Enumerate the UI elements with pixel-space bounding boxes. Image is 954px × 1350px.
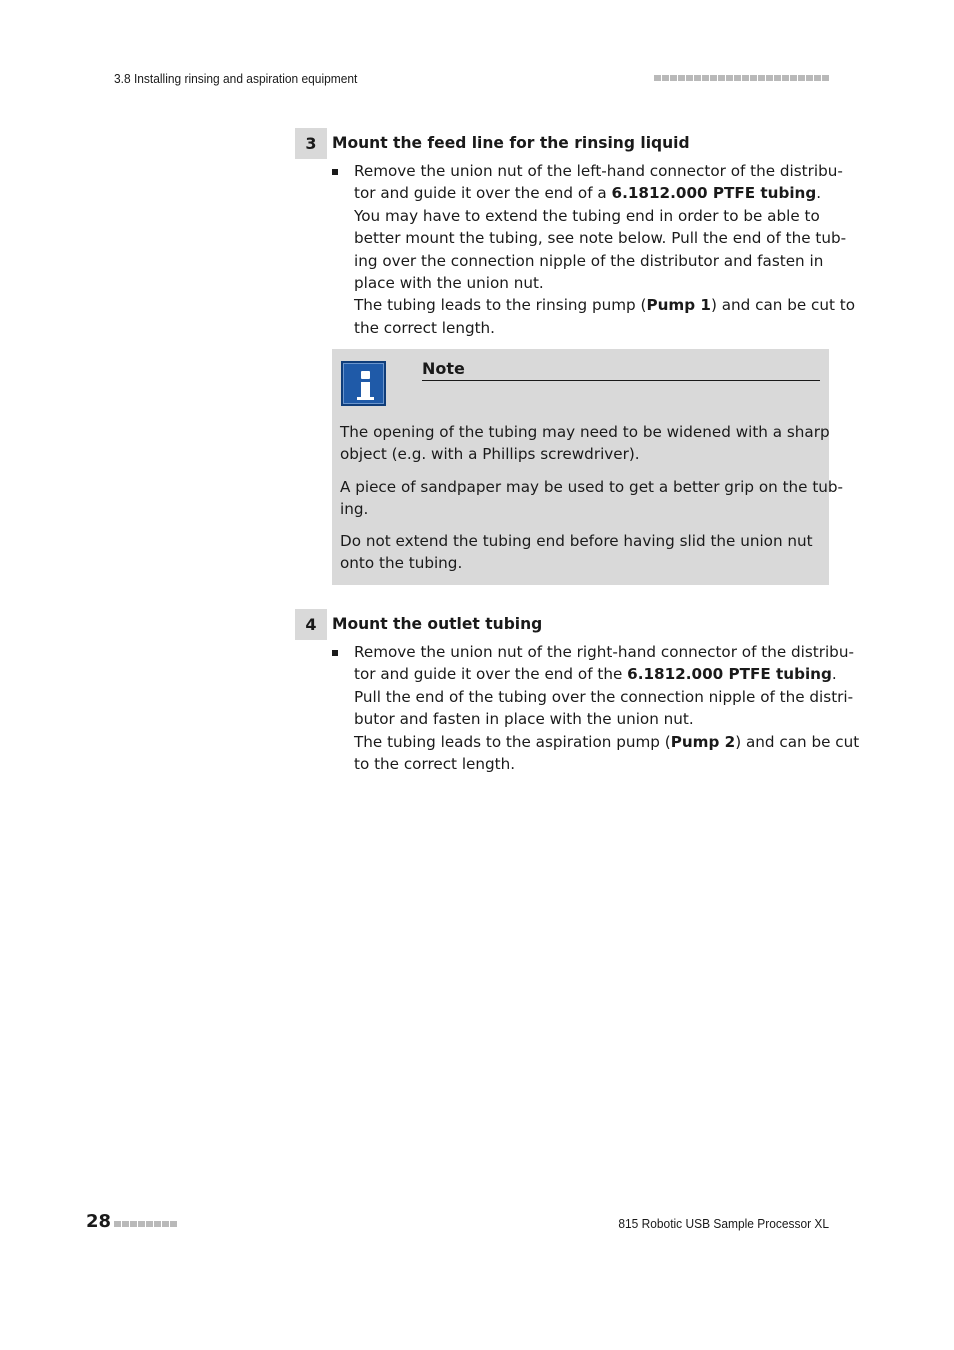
text-line: ing over the connection nipple of the distributor and fasten in — [354, 251, 824, 270]
dash-mark — [774, 75, 781, 81]
text-line: better mount the tubing, see note below. Pull the end of the tub- — [354, 229, 847, 248]
dash-mark — [782, 75, 789, 81]
dash-mark — [702, 75, 709, 81]
note-title: Note — [422, 359, 820, 381]
dash-mark — [710, 75, 717, 81]
note-line: ing. — [340, 500, 369, 519]
step-3-text — [354, 160, 855, 339]
footer-product-title: 815 Robotic USB Sample Processor XL — [618, 1216, 829, 1231]
note-line: The opening of the tubing may need to be widened with a sharp — [340, 423, 830, 441]
note-line: Do not extend the tubing end before having slid the union nut — [340, 532, 813, 550]
footer-decoration-dashes — [114, 1221, 177, 1227]
dash-mark — [114, 1221, 121, 1227]
text-line: The tubing leads to the rinsing pump (Pump 1) and can be cut to — [354, 296, 856, 315]
step-4-text — [354, 641, 859, 775]
text-line: tor and guide it over the end of a 6.1812.000 PTFE tubing. — [354, 184, 822, 203]
header-decoration-dashes — [654, 75, 829, 81]
dash-mark — [146, 1221, 153, 1227]
dash-mark — [718, 75, 725, 81]
text-line: Pull the end of the tubing over the connection nipple of the distri- — [354, 687, 854, 706]
running-header-section: 3.8 Installing rinsing and aspiration equipment — [114, 71, 358, 86]
dash-mark — [726, 75, 733, 81]
text-line: place with the union nut. — [354, 273, 544, 292]
dash-mark — [662, 75, 669, 81]
dash-mark — [766, 75, 773, 81]
note-line: onto the tubing. — [340, 554, 463, 573]
step-4-bullet — [332, 650, 338, 656]
dash-mark — [790, 75, 797, 81]
dash-mark — [670, 75, 677, 81]
dash-mark — [654, 75, 661, 81]
note-paragraph-3 — [340, 530, 813, 575]
info-icon — [341, 361, 386, 406]
text-line: butor and fasten in place with the union nut. — [354, 710, 694, 729]
dash-mark — [170, 1221, 177, 1227]
step-3-bullet — [332, 169, 338, 175]
note-paragraph-1 — [340, 421, 830, 466]
step-3-number: 3 — [295, 128, 327, 159]
dash-mark — [686, 75, 693, 81]
dash-mark — [822, 75, 829, 81]
note-paragraph-2 — [340, 476, 843, 521]
dash-mark — [750, 75, 757, 81]
text-line: The tubing leads to the aspiration pump (Pump 2) and can be cut — [354, 732, 860, 751]
dash-mark — [130, 1221, 137, 1227]
step-3-title: Mount the feed line for the rinsing liquid — [332, 133, 690, 152]
dash-mark — [122, 1221, 129, 1227]
dash-mark — [814, 75, 821, 81]
dash-mark — [694, 75, 701, 81]
text-line: the correct length. — [354, 318, 495, 337]
dash-mark — [162, 1221, 169, 1227]
dash-mark — [154, 1221, 161, 1227]
dash-mark — [734, 75, 741, 81]
dash-mark — [806, 75, 813, 81]
page-number: 28 — [86, 1211, 112, 1232]
text-line: tor and guide it over the end of the 6.1812.000 PTFE tubing. — [354, 665, 837, 684]
step-4-title: Mount the outlet tubing — [332, 614, 543, 633]
dash-mark — [742, 75, 749, 81]
text-line: Remove the union nut of the left-hand connector of the distribu- — [354, 162, 843, 180]
text-line: to the correct length. — [354, 754, 516, 773]
dash-mark — [678, 75, 685, 81]
note-line: A piece of sandpaper may be used to get a better grip on the tub- — [340, 478, 844, 496]
dash-mark — [758, 75, 765, 81]
note-box — [332, 349, 844, 585]
step-4-number: 4 — [295, 609, 327, 640]
dash-mark — [798, 75, 805, 81]
text-line: You may have to extend the tubing end in order to be able to — [354, 206, 820, 225]
dash-mark — [138, 1221, 145, 1227]
text-line: Remove the union nut of the right-hand connector of the distribu- — [354, 643, 854, 661]
note-line: object (e.g. with a Phillips screwdriver). — [340, 445, 640, 464]
